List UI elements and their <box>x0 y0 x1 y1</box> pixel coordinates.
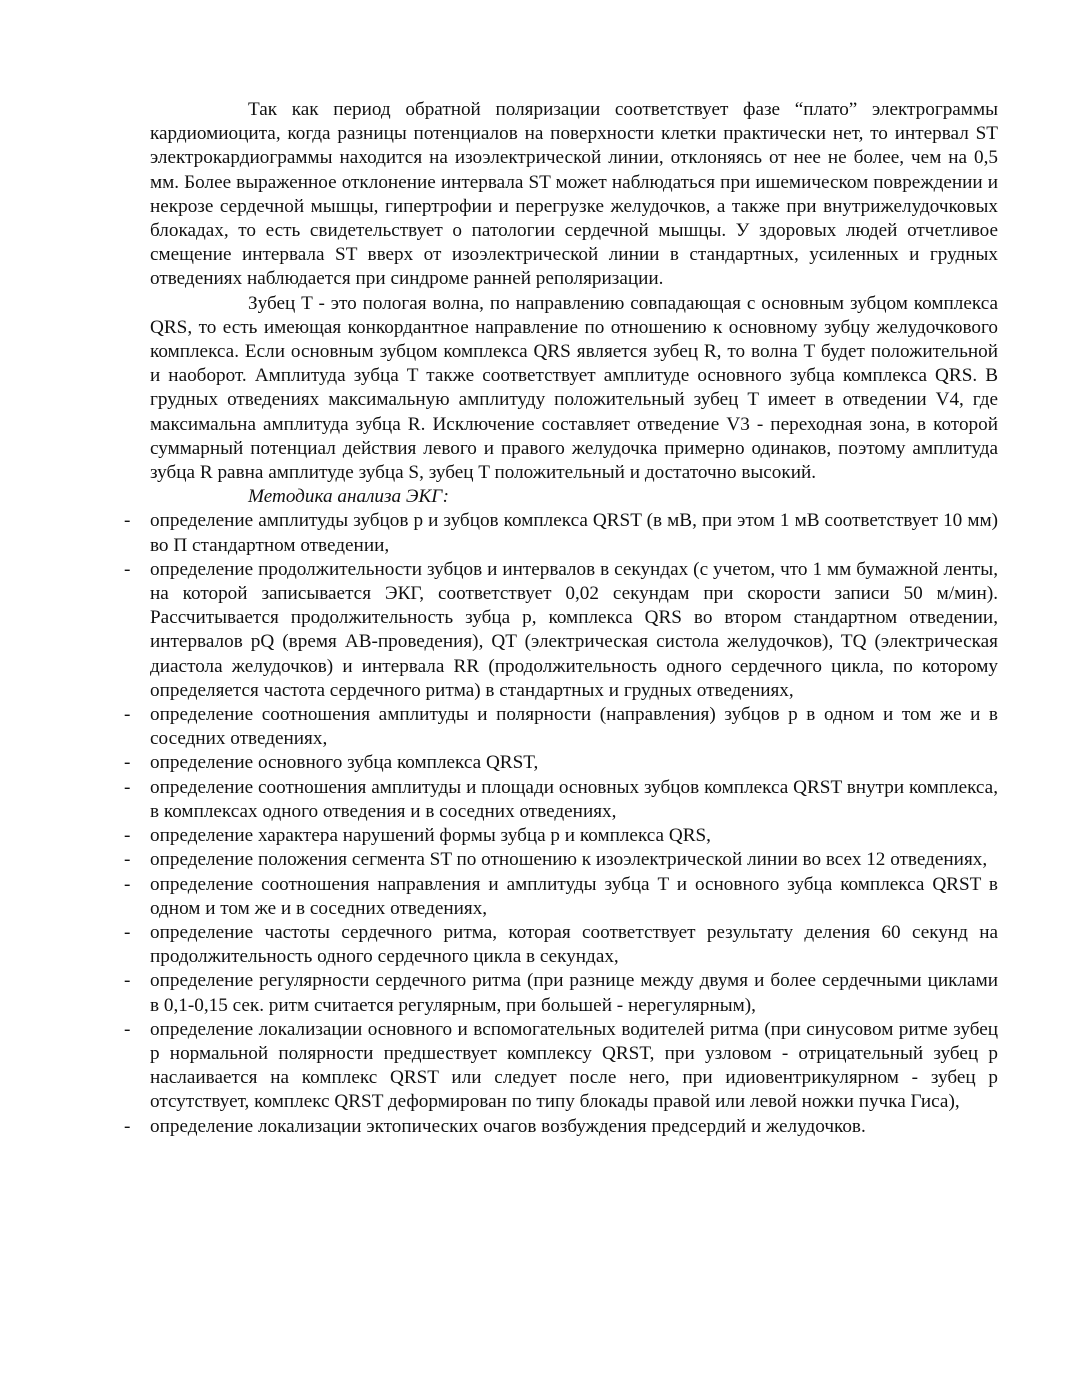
list-item <box>124 509 998 557</box>
list-dash: - <box>124 970 131 992</box>
list-dash: - <box>124 752 131 774</box>
list-item-text: определение соотношения направления и амплитуды зубца T и основного зубца комплекса QRST в одном и том же и в соседних отведениях, <box>150 873 998 919</box>
list-item <box>124 969 998 1017</box>
list-dash: - <box>124 825 131 847</box>
list-item-text: определение соотношения амплитуды и площади основных зубцов комплекса QRST внутри комплекса, в комплексах одного отведения и в соседних отведениях, <box>150 776 998 822</box>
list-item <box>124 776 998 824</box>
list-dash: - <box>124 849 131 871</box>
list-item-text: определение продолжительности зубцов и интервалов в секундах (с учетом, что 1 мм бумажной ленты, на которой записывается ЭКГ, соответствует 0,02 секундам при скорости записи 50 м/мин). Рассчитывается продолжительность зубца р, комплекса QRS во втором стандартном отведении, интервалов pQ (время АВ-проведения), QT (электрическая систола желудочков), TQ (электрическая диастола желудочков) и интервала RR (продолжительность одного сердечного цикла, по которому определяется частота сердечного ритма) в стандартных и грудных отведениях, <box>150 558 998 701</box>
list-item-text: определение локализации основного и вспомогательных водителей ритма (при синусовом ритме зубец р нормальной полярности предшествует комплексу QRST, при узловом - отрицательный зубец р наслаивается на комплекс QRST или следует после него, при идиовентрикулярном - зубец р отсутствует, комплекс QRST деформирован по типу блокады правой или левой ножки пучка Гиса), <box>150 1018 998 1113</box>
list-dash: - <box>124 510 131 532</box>
list-dash: - <box>124 1018 131 1040</box>
list-dash: - <box>124 704 131 726</box>
list-item-text: определение частоты сердечного ритма, которая соответствует результату деления 60 секунд на продолжительность одного сердечного цикла в секундах, <box>150 921 998 968</box>
list-item <box>124 873 998 921</box>
method-list <box>124 509 998 1138</box>
list-item-text: определение соотношения амплитуды и полярности (направления) зубцов р в одном и том же и в соседних отведениях, <box>150 704 998 750</box>
list-dash: - <box>124 558 131 580</box>
list-item-text: определение амплитуды зубцов р и зубцов комплекса QRST (в мВ, при этом 1 мВ соответствует 10 мм) во П стандартном отведении, <box>150 510 998 556</box>
list-item <box>124 1018 998 1115</box>
list-dash: - <box>124 1115 131 1137</box>
list-item <box>124 848 998 872</box>
list-item <box>124 558 998 703</box>
list-dash: - <box>124 921 131 943</box>
list-item-text: определение регулярности сердечного ритма (при разнице между двумя и более сердечными циклами в 0,1-0,15 сек. ритм считается регулярным, при большей - нерегулярным), <box>150 970 998 1016</box>
list-item-text: определение основного зубца комплекса QRST, <box>150 752 539 774</box>
list-item <box>124 751 998 775</box>
list-item <box>124 921 998 969</box>
list-item-text: определение положения сегмента ST по отношению к изоэлектрической линии во всех 12 отведениях, <box>150 849 988 871</box>
list-item-text: определение характера нарушений формы зубца р и комплекса QRS, <box>150 825 711 847</box>
list-item <box>124 703 998 751</box>
list-dash: - <box>124 776 131 798</box>
paragraph-st-interval: Так как период обратной поляризации соответствует фазе “плато” электрограммы кардиомиоцита, когда разницы потенциалов на поверхности клетки практически нет, то интервал ST электрокардиограммы находится на изоэлектрической линии, отклоняясь от нее не более, чем на 0,5 мм. Более выраженное отклонение интервала ST может наблюдаться при ишемическом повреждении и некрозе сердечной мышцы, гипертрофии и перегрузке желудочков, а также при внутрижелудочковых блокадах, то есть свидетельствует о патологии сердечной мышцы. У здоровых людей отчетливое смещение интервала ST вверх от изоэлектрической линии в стандартных, усиленных и грудных отведениях наблюдается при синдроме ранней реполяризации. <box>150 99 998 290</box>
list-item <box>124 1115 998 1139</box>
list-item <box>124 824 998 848</box>
list-dash: - <box>124 873 131 895</box>
document-page <box>124 98 998 1139</box>
method-heading: Методика анализа ЭКГ: <box>248 486 449 508</box>
paragraph-t-wave: Зубец T - это пологая волна, по направлению совпадающая с основным зубцом комплекса QRS, то есть имеющая конкордантное направление по отношению к основному зубцу желудочкового комплекса. Если основным зубцом комплекса QRS является зубец R, то волна T будет положительной и наоборот. Амплитуда зубца T также соответствует амплитуде основного зубца комплекса QRS. В грудных отведениях максимальную амплитуду положительный зубец T имеет в отведении V4, где максимальна амплитуда зубца R. Исключение составляет отведение V3 - переходная зона, в которой суммарный потенциал действия левого и правого желудочка примерно одинаков, поэтому амплитуда зубца R равна амплитуде зубца S, зубец T положительный и достаточно высокий. <box>150 292 998 484</box>
list-item-text: определение локализации эктопических очагов возбуждения предсердий и желудочков. <box>150 1115 866 1137</box>
